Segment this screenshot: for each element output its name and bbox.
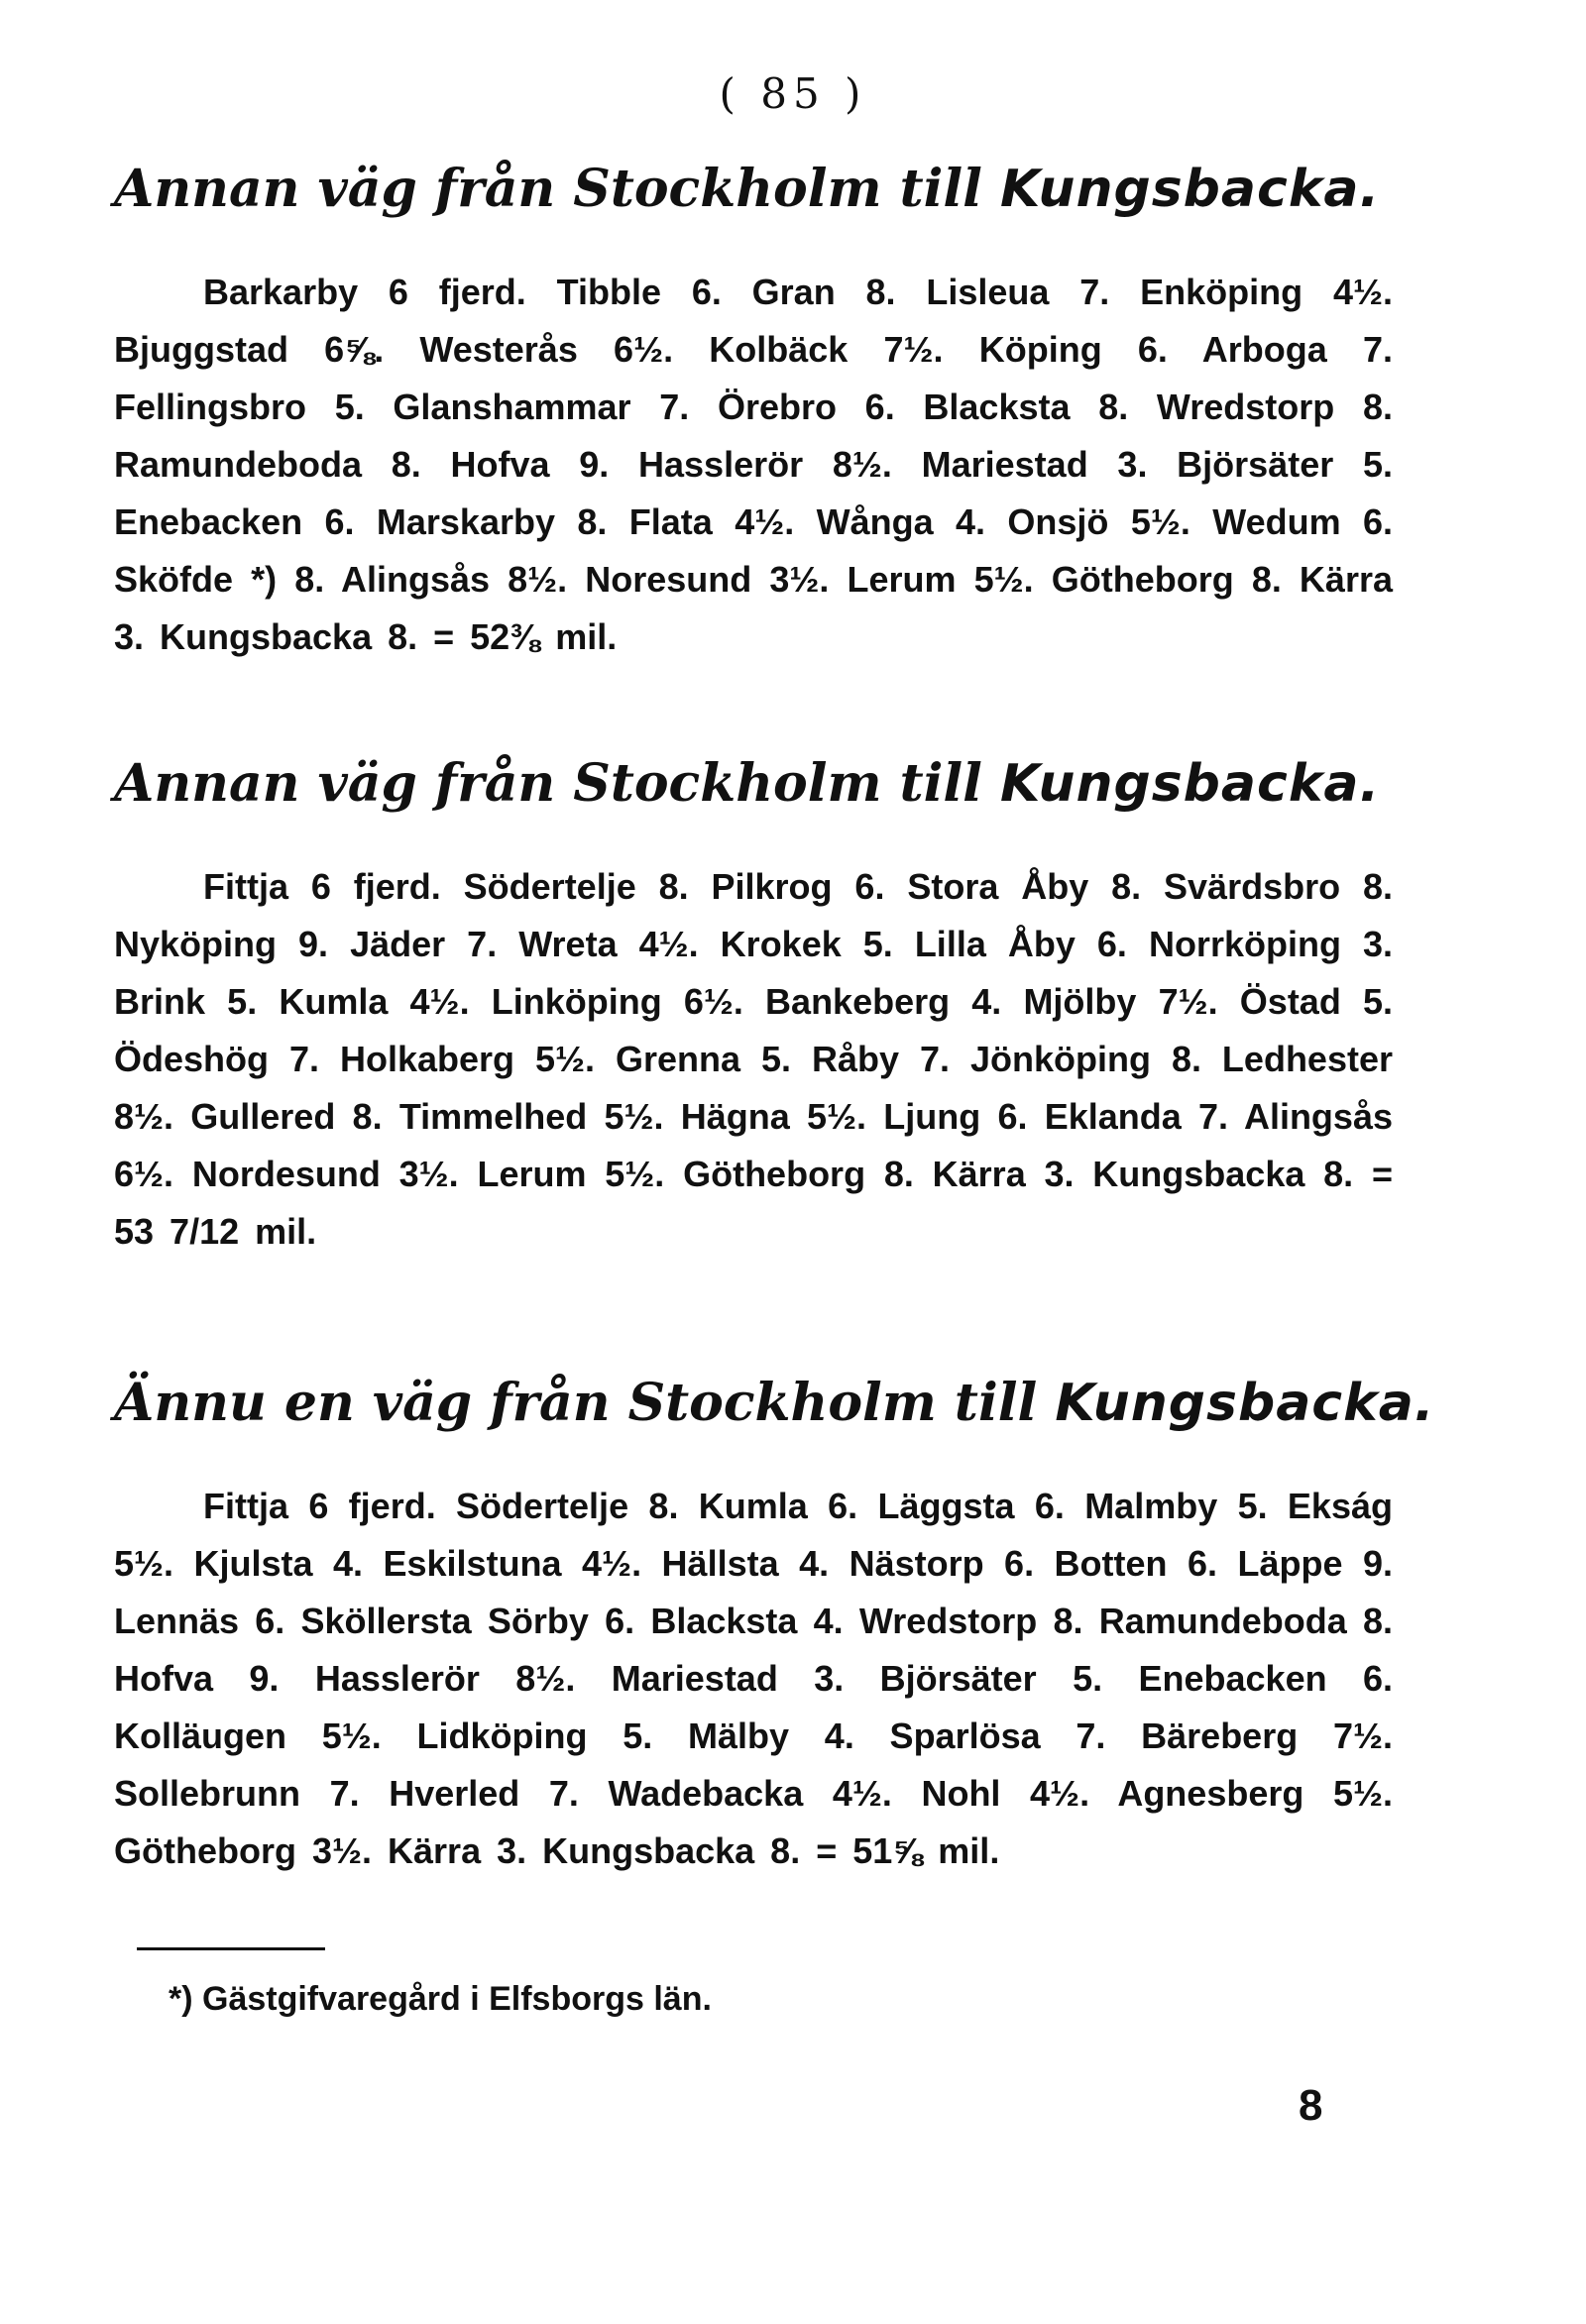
footnote-divider: [137, 1947, 325, 1950]
section-heading: [114, 159, 1393, 220]
route-section-2: [114, 753, 1393, 1261]
heading-prefix: Annan väg från Stockholm till: [114, 159, 982, 219]
section-heading: [114, 753, 1393, 815]
heading-prefix: Annan väg från Stockholm till: [114, 753, 982, 814]
heading-destination: Kungsbacka.: [1055, 1374, 1435, 1433]
section-heading: [114, 1373, 1435, 1434]
heading-destination: Kungsbacka.: [1000, 754, 1381, 814]
route-paragraph: Barkarby 6 fjerd. Tibble 6. Gran 8. Lisleua 7. Enköping 4½. Bjuggstad 6⅝. Westerås 6½. Kolbäck 7½. Köping 6. Arboga 7. Fellingsbro 5. Glanshammar 7. Örebro 6. Blacksta 8. Wredstorp 8. Ramundeboda 8. Hofva 9. Hasslerör 8½. Mariestad 3. Björsäter 5. Enebacken 6. Marskarby 8. Flata 4½. Wånga 4. Onsjö 5½. Wedum 6. Sköfde *) 8. Alingsås 8½. Noresund 3½. Lerum 5½. Götheborg 8. Kärra 3. Kungsbacka 8. = 52⅜ mil.: [114, 272, 1393, 658]
route-paragraph: Fittja 6 fjerd. Södertelje 8. Kumla 6. Läggsta 6. Malmby 5. Ekság 5½. Kjulsta 4. Eskilstuna 4½. Hällsta 4. Nästorp 6. Botten 6. Läppe 9. Lennäs 6. Sköllersta Sörby 6. Blacksta 4. Wredstorp 8. Ramundeboda 8. Hofva 9. Hasslerör 8½. Mariestad 3. Björsäter 5. Enebacken 6. Kolläugen 5½. Lidköping 5. Mälby 4. Sparlösa 7. Bäreberg 7½. Sollebrunn 7. Hverled 7. Wadebacka 4½. Nohl 4½. Agnesberg 5½. Götheborg 3½. Kärra 3. Kungsbacka 8. = 51⅝ mil.: [114, 1486, 1393, 1872]
signature-mark: 8: [1299, 2081, 1323, 2130]
route-section-3: [114, 1373, 1435, 1880]
route-section-1: [114, 159, 1393, 666]
route-paragraph: Fittja 6 fjerd. Södertelje 8. Pilkrog 6. Stora Åby 8. Svärdsbro 8. Nyköping 9. Jäder 7. Wreta 4½. Krokek 5. Lilla Åby 6. Norrköping 3. Brink 5. Kumla 4½. Linköping 6½. Bankeberg 4. Mjölby 7½. Östad 5. Ödeshög 7. Holkaberg 5½. Grenna 5. Råby 7. Jönköping 8. Ledhester 8½. Gullered 8. Timmelhed 5½. Hägna 5½. Ljung 6. Eklanda 7. Alingsås 6½. Nordesund 3½. Lerum 5½. Götheborg 8. Kärra 3. Kungsbacka 8. = 53 7/12 mil.: [114, 866, 1393, 1253]
page-number: ( 85 ): [719, 69, 867, 118]
heading-prefix: Ännu en väg från Stockholm till: [114, 1373, 1038, 1433]
footnote: *) Gästgifvaregård i Elfsborgs län.: [169, 1980, 712, 2018]
heading-destination: Kungsbacka.: [1000, 160, 1381, 219]
